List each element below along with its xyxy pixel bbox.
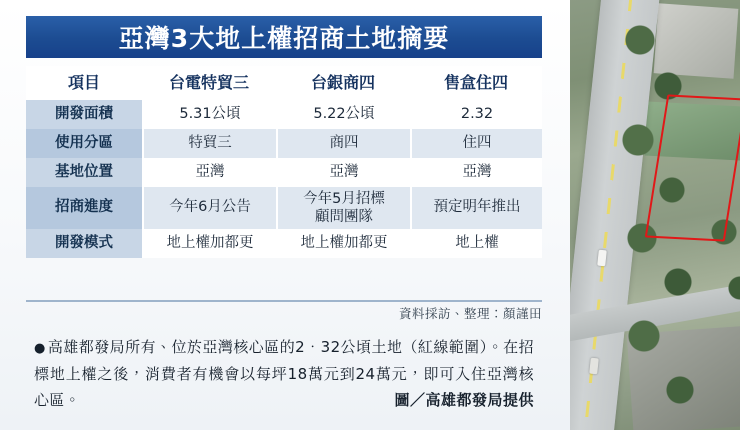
cell-model-residential: 地上權 <box>410 229 542 258</box>
cell-location-taipower: 亞灣 <box>142 158 276 187</box>
land-summary-table <box>26 66 542 258</box>
cell-progress-bot-line1: 今年5月招標 <box>303 190 385 207</box>
page-title: 亞灣3大地上權招商土地摘要 <box>118 24 450 53</box>
title-bar <box>26 16 542 58</box>
cell-progress-residential: 預定明年推出 <box>410 187 542 229</box>
cell-model-bot: 地上權加都更 <box>276 229 410 258</box>
cell-zoning-residential: 住四 <box>410 129 542 158</box>
row-label-model: 開發模式 <box>26 229 142 258</box>
footnote-text: 高雄都發局所有、位於亞灣核心區的2．32公頃土地（紅線範圍）。在招標地上權之後，消費者有機會以每坪18萬元到24萬元，即可入住亞灣核心區。 <box>34 338 534 409</box>
table-row <box>26 100 542 129</box>
row-label-progress: 招商進度 <box>26 187 142 229</box>
cell-model-taipower: 地上權加都更 <box>142 229 276 258</box>
table-row <box>26 187 542 229</box>
table-row <box>26 158 542 187</box>
cell-area-bot: 5.22公頃 <box>276 100 410 129</box>
cell-progress-taipower: 今年6月公告 <box>142 187 276 229</box>
photo-credit: 圖／高雄都發局提供 <box>394 391 534 409</box>
photo-car <box>597 250 607 267</box>
source-credit: 資料採訪、整理：顏謹田 <box>398 306 542 321</box>
table-row <box>26 129 542 158</box>
cell-area-taipower: 5.31公頃 <box>142 100 276 129</box>
footnote <box>34 334 534 413</box>
aerial-photo <box>560 0 740 430</box>
photo-car <box>589 358 599 375</box>
row-label-zoning: 使用分區 <box>26 129 142 158</box>
cell-area-residential: 2.32 <box>410 100 542 129</box>
table-header-item: 項目 <box>26 66 142 100</box>
cell-zoning-bot: 商四 <box>276 129 410 158</box>
row-label-location: 基地位置 <box>26 158 142 187</box>
cell-location-bot: 亞灣 <box>276 158 410 187</box>
table-header-taipower: 台電特貿三 <box>142 66 276 100</box>
cell-progress-bot-line2: 顧問團隊 <box>315 209 373 225</box>
table-header-row <box>26 66 542 100</box>
divider <box>26 300 542 302</box>
cell-progress-bot <box>276 187 410 229</box>
cell-zoning-taipower: 特貿三 <box>142 129 276 158</box>
bullet-icon: ● <box>34 341 46 356</box>
table-header-bot: 台銀商四 <box>276 66 410 100</box>
row-label-area: 開發面積 <box>26 100 142 129</box>
cell-location-residential: 亞灣 <box>410 158 542 187</box>
table-header-residential: 售盒住四 <box>410 66 542 100</box>
table-row <box>26 229 542 258</box>
